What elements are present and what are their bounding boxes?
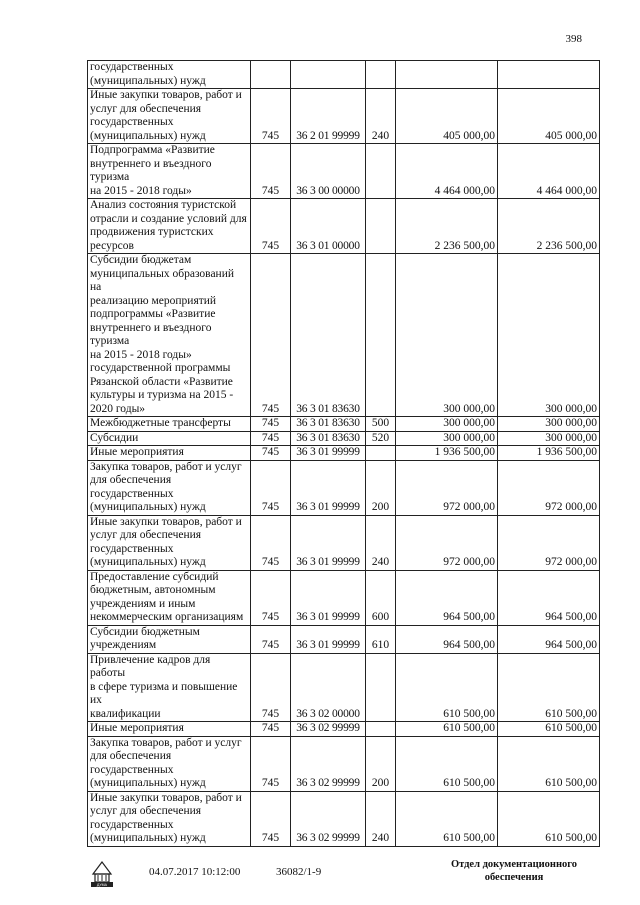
table-row (88, 431, 600, 446)
cell-amount-1: 610 500,00 (396, 736, 498, 791)
cell-amount-1: 2 236 500,00 (396, 199, 498, 254)
cell-amount-2: 2 236 500,00 (498, 199, 600, 254)
cell-amount-1: 300 000,00 (396, 254, 498, 417)
cell-expense-type: 520 (366, 431, 396, 446)
cell-expense-type: 240 (366, 791, 396, 846)
table-row (88, 446, 600, 461)
cell-amount-1: 964 500,00 (396, 625, 498, 653)
cell-amount-2: 300 000,00 (498, 431, 600, 446)
cell-target-article: 36 3 02 00000 (291, 653, 366, 722)
table-row (88, 144, 600, 199)
cell-expense-type: 240 (366, 89, 396, 144)
table-row (88, 417, 600, 432)
cell-target-article: 36 3 01 99999 (291, 625, 366, 653)
cell-expense-type (366, 722, 396, 737)
cell-grbs-code: 745 (251, 791, 291, 846)
logo-text: ДУМА (96, 883, 108, 887)
cell-name: Анализ состояния туристской отрасли и создание условий для продвижения туристских ресурсов (88, 199, 251, 254)
cell-grbs-code: 745 (251, 431, 291, 446)
footer-reg-number: 36082/1-9 (276, 866, 322, 878)
cell-amount-2: 1 936 500,00 (498, 446, 600, 461)
cell-grbs-code: 745 (251, 515, 291, 570)
cell-expense-type (366, 254, 396, 417)
duma-emblem-icon (88, 858, 116, 888)
cell-target-article (291, 61, 366, 89)
cell-grbs-code: 745 (251, 653, 291, 722)
cell-grbs-code: 745 (251, 625, 291, 653)
cell-amount-1: 610 500,00 (396, 722, 498, 737)
table-row (88, 736, 600, 791)
cell-grbs-code: 745 (251, 736, 291, 791)
cell-amount-1: 1 936 500,00 (396, 446, 498, 461)
cell-expense-type: 610 (366, 625, 396, 653)
cell-amount-1: 300 000,00 (396, 431, 498, 446)
cell-target-article: 36 3 01 99999 (291, 515, 366, 570)
cell-expense-type (366, 144, 396, 199)
cell-target-article: 36 3 01 99999 (291, 570, 366, 625)
cell-expense-type (366, 653, 396, 722)
cell-target-article: 36 3 00 00000 (291, 144, 366, 199)
table-row (88, 61, 600, 89)
cell-name: Иные закупки товаров, работ и услуг для обеспечения государственных (муниципальных) нужд (88, 791, 251, 846)
cell-grbs-code: 745 (251, 254, 291, 417)
cell-amount-2: 972 000,00 (498, 515, 600, 570)
cell-name: Предоставление субсидий бюджетным, автономным учреждениям и иным некоммерческим организациям (88, 570, 251, 625)
budget-table (87, 60, 600, 847)
page-footer (0, 856, 640, 896)
cell-amount-1: 4 464 000,00 (396, 144, 498, 199)
cell-amount-1: 405 000,00 (396, 89, 498, 144)
cell-grbs-code: 745 (251, 199, 291, 254)
cell-name: Субсидии (88, 431, 251, 446)
cell-grbs-code: 745 (251, 89, 291, 144)
cell-amount-1 (396, 61, 498, 89)
cell-expense-type (366, 61, 396, 89)
cell-target-article: 36 3 01 83630 (291, 254, 366, 417)
cell-amount-2: 300 000,00 (498, 417, 600, 432)
cell-amount-2: 300 000,00 (498, 254, 600, 417)
cell-name: Субсидии бюджетным учреждениям (88, 625, 251, 653)
cell-amount-1: 610 500,00 (396, 653, 498, 722)
cell-name: Подпрограмма «Развитие внутреннего и въездного туризма на 2015 - 2018 годы» (88, 144, 251, 199)
cell-expense-type: 240 (366, 515, 396, 570)
cell-grbs-code: 745 (251, 446, 291, 461)
cell-target-article: 36 3 01 99999 (291, 446, 366, 461)
cell-name: Привлечение кадров для работы в сфере туризма и повышение их квалификации (88, 653, 251, 722)
cell-name: Иные закупки товаров, работ и услуг для обеспечения государственных (муниципальных) нужд (88, 89, 251, 144)
cell-name: Закупка товаров, работ и услуг для обеспечения государственных (муниципальных) нужд (88, 460, 251, 515)
cell-grbs-code: 745 (251, 417, 291, 432)
cell-amount-1: 972 000,00 (396, 460, 498, 515)
cell-target-article: 36 3 01 99999 (291, 460, 366, 515)
table-row (88, 254, 600, 417)
cell-target-article: 36 3 01 00000 (291, 199, 366, 254)
cell-name: Закупка товаров, работ и услуг для обеспечения государственных (муниципальных) нужд (88, 736, 251, 791)
cell-amount-2 (498, 61, 600, 89)
cell-amount-2: 610 500,00 (498, 791, 600, 846)
cell-amount-1: 300 000,00 (396, 417, 498, 432)
cell-target-article: 36 3 02 99999 (291, 736, 366, 791)
cell-grbs-code: 745 (251, 722, 291, 737)
cell-target-article: 36 2 01 99999 (291, 89, 366, 144)
cell-amount-2: 4 464 000,00 (498, 144, 600, 199)
footer-datetime: 04.07.2017 10:12:00 (149, 866, 241, 878)
cell-amount-2: 405 000,00 (498, 89, 600, 144)
page-number: 398 (565, 33, 582, 45)
cell-grbs-code (251, 61, 291, 89)
table-row (88, 653, 600, 722)
table-row (88, 199, 600, 254)
cell-name: Иные закупки товаров, работ и услуг для обеспечения государственных (муниципальных) нужд (88, 515, 251, 570)
cell-grbs-code: 745 (251, 460, 291, 515)
cell-amount-1: 610 500,00 (396, 791, 498, 846)
cell-amount-2: 610 500,00 (498, 722, 600, 737)
table-row (88, 791, 600, 846)
cell-amount-2: 964 500,00 (498, 625, 600, 653)
table-row (88, 570, 600, 625)
cell-expense-type (366, 199, 396, 254)
table-row (88, 722, 600, 737)
cell-amount-2: 964 500,00 (498, 570, 600, 625)
cell-target-article: 36 3 02 99999 (291, 791, 366, 846)
cell-name: Межбюджетные трансферты (88, 417, 251, 432)
cell-grbs-code: 745 (251, 570, 291, 625)
cell-grbs-code: 745 (251, 144, 291, 199)
cell-target-article: 36 3 02 99999 (291, 722, 366, 737)
cell-expense-type (366, 446, 396, 461)
cell-amount-2: 610 500,00 (498, 736, 600, 791)
cell-expense-type: 200 (366, 460, 396, 515)
cell-expense-type: 500 (366, 417, 396, 432)
cell-expense-type: 200 (366, 736, 396, 791)
budget-table-body (88, 61, 600, 847)
table-row (88, 515, 600, 570)
cell-name: Иные мероприятия (88, 722, 251, 737)
footer-department: Отдел документационного обеспечения (450, 859, 578, 883)
table-row (88, 625, 600, 653)
cell-expense-type: 600 (366, 570, 396, 625)
cell-amount-2: 972 000,00 (498, 460, 600, 515)
cell-target-article: 36 3 01 83630 (291, 417, 366, 432)
cell-target-article: 36 3 01 83630 (291, 431, 366, 446)
table-row (88, 460, 600, 515)
cell-name: Субсидии бюджетам муниципальных образований на реализацию мероприятий подпрограммы «Развитие внутреннего и въездного туризма на 2015 - 2018 годы» государственной программы Рязанской области «Развитие культуры и туризма на 2015 - 2020 годы» (88, 254, 251, 417)
cell-name: государственных (муниципальных) нужд (88, 61, 251, 89)
table-row (88, 89, 600, 144)
cell-amount-2: 610 500,00 (498, 653, 600, 722)
cell-amount-1: 972 000,00 (396, 515, 498, 570)
cell-amount-1: 964 500,00 (396, 570, 498, 625)
cell-name: Иные мероприятия (88, 446, 251, 461)
